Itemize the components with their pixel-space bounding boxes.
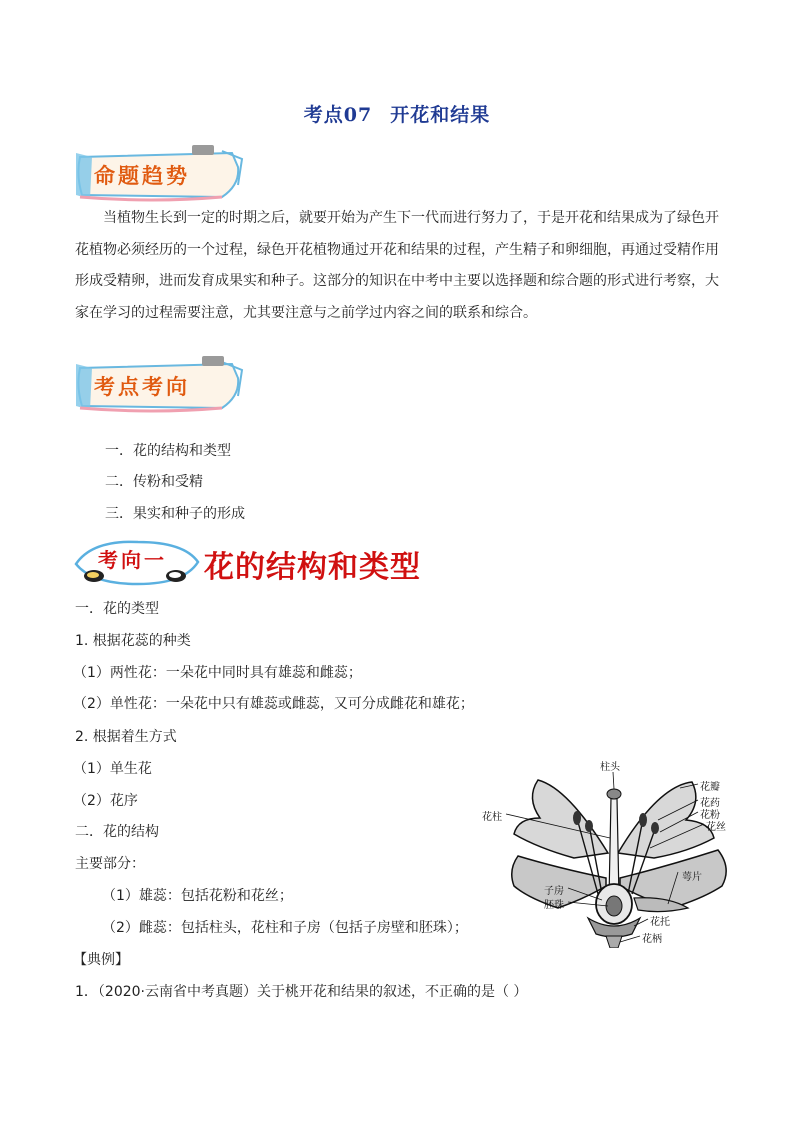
- label-pollen: 花粉: [700, 810, 720, 821]
- label-anther: 花药: [700, 798, 720, 809]
- label-ovule: 胚珠: [544, 900, 564, 911]
- list-item: （1）两性花：一朵花中同时具有雄蕊和雌蕊；: [73, 665, 362, 681]
- paragraph: 主要部分：: [75, 856, 145, 872]
- list-item: （1）单生花: [73, 761, 152, 777]
- list-item: （2）单性花：一朵花中只有雄蕊或雌蕊，又可分成雌花和雄花；: [73, 696, 474, 712]
- question: 1．（2020·云南省中考真题）关于桃开花和结果的叙述，不正确的是（ ）: [75, 984, 528, 1000]
- label-style: 花柱: [482, 812, 502, 823]
- subsection-heading: 1. 根据花蕊的种类: [75, 633, 191, 649]
- intro-line: 家在学习的过程需要注意，尤其要注意与之前学过内容之间的联系和综合。: [75, 304, 537, 321]
- direction-banner-label: 考点考向: [94, 374, 190, 399]
- list-item: （2）花序: [73, 793, 138, 809]
- label-pedicel: 花柄: [642, 934, 662, 945]
- title-prefix: 考点07: [303, 104, 373, 126]
- outline-item: 二．传粉和受精: [105, 474, 203, 490]
- intro-line: 当植物生长到一定的时期之后，就要开始为产生下一代而进行努力了，于是开花和结果成为了绿色开: [103, 210, 719, 226]
- direction-one-title: 花的结构和类型: [204, 550, 421, 585]
- trend-banner-label: 命题趋势: [94, 163, 190, 188]
- intro-line: 形成受精卵，进而发育成果实和种子。这部分的知识在中考中主要以选择题和综合题的形式进行考察，大: [75, 273, 719, 289]
- label-filament: 花丝: [706, 822, 726, 833]
- direction-banner: [72, 356, 247, 414]
- intro-line: 花植物必须经历的一个过程，绿色开花植物通过开花和结果的过程，产生精子和卵细胞，再通过受精作用: [75, 241, 719, 258]
- page-title: [0, 100, 794, 127]
- list-item: （2）雌蕊：包括柱头，花柱和子房（包括子房壁和胚珠）；: [102, 920, 468, 936]
- section-heading: 一．花的类型: [75, 601, 159, 617]
- label-petal: 花瓣: [700, 782, 720, 793]
- trend-banner: [72, 145, 247, 203]
- example-heading: 【典例】: [73, 952, 129, 968]
- label-stigma: 柱头: [600, 762, 620, 773]
- title-topic: 开花和结果: [390, 104, 491, 126]
- direction-one-tag: 考向一: [98, 548, 167, 572]
- outline-item: 一．花的结构和类型: [105, 443, 231, 459]
- outline-item: 三．果实和种子的形成: [105, 506, 245, 522]
- label-receptacle: 花托: [650, 917, 670, 928]
- section-heading: 二．花的结构: [75, 824, 159, 840]
- list-item: （1）雄蕊：包括花粉和花丝；: [102, 888, 293, 904]
- label-sepal: 萼片: [682, 872, 702, 883]
- direction-one-heading: [72, 532, 452, 594]
- intro-paragraph: [75, 203, 725, 329]
- label-ovary: 子房: [544, 886, 564, 897]
- flower-diagram: [478, 758, 748, 948]
- subsection-heading: 2. 根据着生方式: [75, 729, 177, 745]
